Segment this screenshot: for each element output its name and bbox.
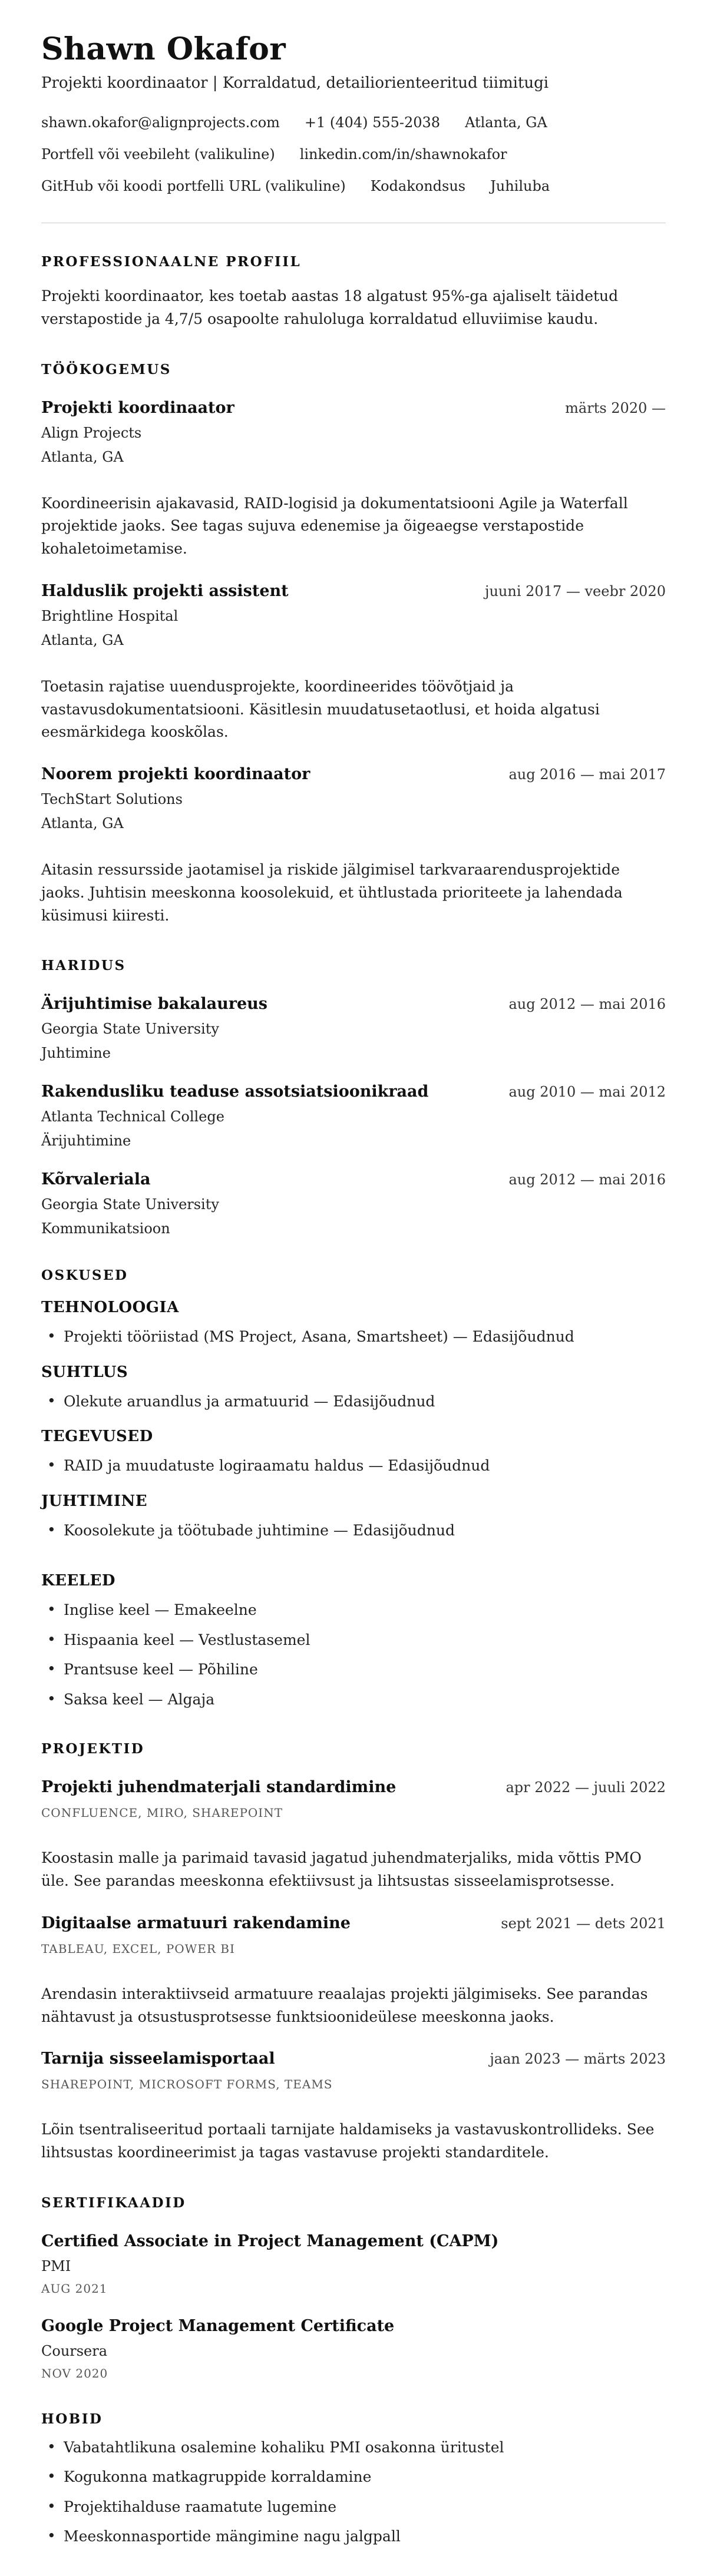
job-header [41, 399, 666, 417]
job-company: TechStart Solutions [41, 791, 183, 808]
skill-category-title: TEGEVUSED [41, 1428, 153, 1446]
job-location: Atlanta, GA [41, 815, 124, 832]
project-title: Projekti juhendmaterjali standardimine [41, 1778, 397, 1797]
contact-row [41, 146, 666, 163]
skill-item: • Koosolekute ja töötubade juhtimine — Edasijõudnud [41, 1519, 666, 1542]
contact-block [41, 114, 666, 194]
project-dates: jaan 2023 — märts 2023 [490, 2051, 666, 2068]
section-title-profile: PROFESSIONAALNE PROFIIL [41, 254, 302, 270]
contact-github: GitHub või koodi portfelli URL (valikuline) [41, 178, 346, 195]
contact-drivers-license: Juhiluba [490, 178, 550, 195]
degree-header [41, 1082, 666, 1101]
section-title-experience: TÖÖKOGEMUS [41, 361, 171, 378]
language-item: • Saksa keel — Algaja [41, 1688, 666, 1711]
cert-date: AUG 2021 [41, 2281, 108, 2296]
skill-category-title: TEHNOLOOGIA [41, 1299, 179, 1317]
contact-location: Atlanta, GA [465, 114, 547, 131]
job-title: Halduslik projekti assistent [41, 581, 289, 600]
section-profile [41, 254, 666, 331]
language-list [41, 1599, 666, 1710]
degree-header [41, 995, 666, 1013]
hobby-item: • Meeskonnasportide mängimine nagu jalgpall [41, 2525, 666, 2548]
job-title: Projekti koordinaator [41, 398, 234, 417]
skill-list [41, 1455, 666, 1477]
project-description: Lõin tsentraliseeritud portaali tarnijate haldamiseks ja vastavuskontrollideks. See lihtsustas koordineerimist ja tagas vastavuse projekti standarditele. [41, 2121, 655, 2161]
job-description: Koordineerisin ajakavasid, RAID-logisid ja dokumentatsiooni Agile ja Waterfall projektide jaoks. See tagas sujuva edenemise ja õigeaegse verstapostide kohaletoimetamise. [41, 494, 628, 558]
job-dates: aug 2016 — mai 2017 [508, 766, 666, 783]
skill-category [41, 1363, 666, 1413]
job-entry [41, 582, 666, 744]
education-entries [41, 995, 666, 1237]
project-stack: CONFLUENCE, MIRO, SHAREPOINT [41, 1806, 283, 1820]
cert-date: NOV 2020 [41, 2366, 108, 2380]
degree-dates: aug 2010 — mai 2012 [508, 1084, 666, 1101]
job-location: Atlanta, GA [41, 448, 124, 465]
language-item: • Prantsuse keel — Põhiline [41, 1658, 666, 1681]
job-dates: märts 2020 — [565, 399, 666, 416]
job-dates: juuni 2017 — veebr 2020 [485, 582, 666, 600]
experience-entries [41, 399, 666, 928]
degree-title: Ärijuhtimise bakalaureus [41, 995, 267, 1014]
section-hobbies [41, 2411, 666, 2548]
language-item: • Hispaania keel — Vestlustasemel [41, 1629, 666, 1651]
section-skills [41, 1267, 666, 1541]
certification-entries [41, 2232, 666, 2380]
hobby-item: • Projektihalduse raamatute lugemine [41, 2496, 666, 2518]
section-languages [41, 1572, 666, 1710]
job-entry [41, 399, 666, 561]
degree-field: Kommunikatsioon [41, 1220, 170, 1237]
project-header [41, 2049, 666, 2068]
degree-title: Kõrvaleriala [41, 1170, 151, 1189]
project-header [41, 1778, 666, 1796]
candidate-name: Shawn Okafor [41, 31, 286, 67]
job-title: Noorem projekti koordinaator [41, 765, 310, 784]
job-header [41, 582, 666, 600]
resume-header [41, 32, 666, 223]
job-description: Toetasin rajatise uuendusprojekte, koordineerides töövõtjaid ja vastavusdokumentatsiooni. Käsitlesin muudatusetaotlusi, et hoida algatusi eesmärkidega kooskõlas. [41, 677, 600, 741]
skill-item: • RAID ja muudatuste logiraamatu haldus — Edasijõudnud [41, 1455, 666, 1477]
project-entries [41, 1778, 666, 2164]
project-entry [41, 1778, 666, 1893]
skill-list [41, 1326, 666, 1348]
section-title-certifications: SERTIFIKAADID [41, 2194, 186, 2211]
section-projects [41, 1741, 666, 2164]
cert-issuer: Coursera [41, 2342, 108, 2359]
section-title-languages: KEELED [41, 1572, 115, 1590]
job-company: Align Projects [41, 424, 142, 441]
project-header [41, 1914, 666, 1932]
skill-item: • Olekute aruandlus ja armatuurid — Edasijõudnud [41, 1390, 666, 1413]
section-title-skills: OSKUSED [41, 1267, 128, 1284]
skill-item: • Projekti tööriistad (MS Project, Asana, Smartsheet) — Edasijõudnud [41, 1326, 666, 1348]
contact-citizenship: Kodakondsus [370, 178, 466, 195]
project-entry [41, 2049, 666, 2164]
degree-school: Georgia State University [41, 1196, 219, 1213]
skill-category [41, 1428, 666, 1477]
job-description: Aitasin ressursside jaotamisel ja riskide jälgimisel tarkvaraarendusprojektide jaoks. Juhtisin meeskonna koosolekuid, et ühtlustada prioriteete ja lahendada küsimusi kiiresti. [41, 861, 623, 924]
cert-entry [41, 2232, 666, 2296]
project-title: Digitaalse armatuuri rakendamine [41, 1913, 351, 1932]
project-entry [41, 1914, 666, 2029]
degree-field: Juhtimine [41, 1045, 111, 1062]
job-company: Brightline Hospital [41, 607, 179, 624]
skill-category [41, 1492, 666, 1542]
degree-dates: aug 2012 — mai 2016 [508, 1171, 666, 1188]
contact-portfolio: Portfell või veebileht (valikuline) [41, 146, 275, 163]
degree-title: Rakendusliku teaduse assotsiatsioonikraad [41, 1082, 429, 1101]
project-stack: SHAREPOINT, MICROSOFT FORMS, TEAMS [41, 2077, 333, 2092]
cert-entry [41, 2317, 666, 2380]
section-experience [41, 362, 666, 928]
project-dates: sept 2021 — dets 2021 [501, 1915, 666, 1932]
degree-school: Atlanta Technical College [41, 1108, 224, 1125]
skill-category [41, 1299, 666, 1348]
degree-school: Georgia State University [41, 1021, 219, 1038]
contact-linkedin: linkedin.com/in/shawnokafor [299, 146, 507, 163]
section-title-education: HARIDUS [41, 958, 126, 974]
degree-entry [41, 1082, 666, 1149]
section-education [41, 958, 666, 1237]
cert-title: Google Project Management Certificate [41, 2316, 395, 2335]
profile-summary: Projekti koordinaator, kes toetab aastas 18 algatust 95%-ga ajaliselt täidetud verstapostide ja 4,7/5 osapoolte rahuloluga korraldatud elluviimise kaudu. [41, 287, 619, 327]
cert-title: Certified Associate in Project Management (CAPM) [41, 2231, 499, 2250]
section-title-projects: PROJEKTID [41, 1741, 145, 1757]
candidate-tagline: Projekti koordinaator | Korraldatud, detailiorienteeritud tiimitugi [41, 74, 549, 92]
contact-row [41, 114, 666, 131]
project-stack: TABLEAU, EXCEL, POWER BI [41, 1941, 235, 1956]
degree-field: Ärijuhtimine [41, 1133, 131, 1150]
project-title: Tarnija sisseelamisportaal [41, 2049, 275, 2068]
section-certifications [41, 2195, 666, 2380]
degree-header [41, 1170, 666, 1188]
job-location: Atlanta, GA [41, 631, 124, 648]
hobby-list [41, 2436, 666, 2548]
project-dates: apr 2022 — juuli 2022 [506, 1779, 666, 1796]
project-description: Arendasin interaktiivseid armatuure reaalajas projekti jälgimiseks. See parandas nähtavust ja otsustusprotsesse funktsioonideülese meeskonna jaoks. [41, 1985, 648, 2025]
contact-email: shawn.okafor@alignprojects.com [41, 114, 280, 131]
project-description: Koostasin malle ja parimaid tavasid jagatud juhendmaterjaliks, mida võttis PMO üle. See parandas meeskonna efektiivsust ja lihtsustas sisseelamisprotsesse. [41, 1849, 642, 1890]
section-title-hobbies: HOBID [41, 2411, 103, 2427]
contact-row [41, 178, 666, 194]
degree-dates: aug 2012 — mai 2016 [508, 996, 666, 1013]
degree-entry [41, 1170, 666, 1237]
skill-list [41, 1390, 666, 1413]
hobby-item: • Vabatahtlikuna osalemine kohaliku PMI osakonna üritustel [41, 2436, 666, 2459]
contact-phone: +1 (404) 555-2038 [304, 114, 441, 131]
job-header [41, 765, 666, 783]
skill-category-title: SUHTLUS [41, 1363, 128, 1381]
skill-list [41, 1519, 666, 1542]
degree-entry [41, 995, 666, 1061]
job-entry [41, 765, 666, 927]
hobby-item: • Kogukonna matkagruppide korraldamine [41, 2466, 666, 2488]
cert-issuer: PMI [41, 2257, 71, 2274]
skill-category-title: JUHTIMINE [41, 1492, 148, 1510]
language-item: • Inglise keel — Emakeelne [41, 1599, 666, 1621]
